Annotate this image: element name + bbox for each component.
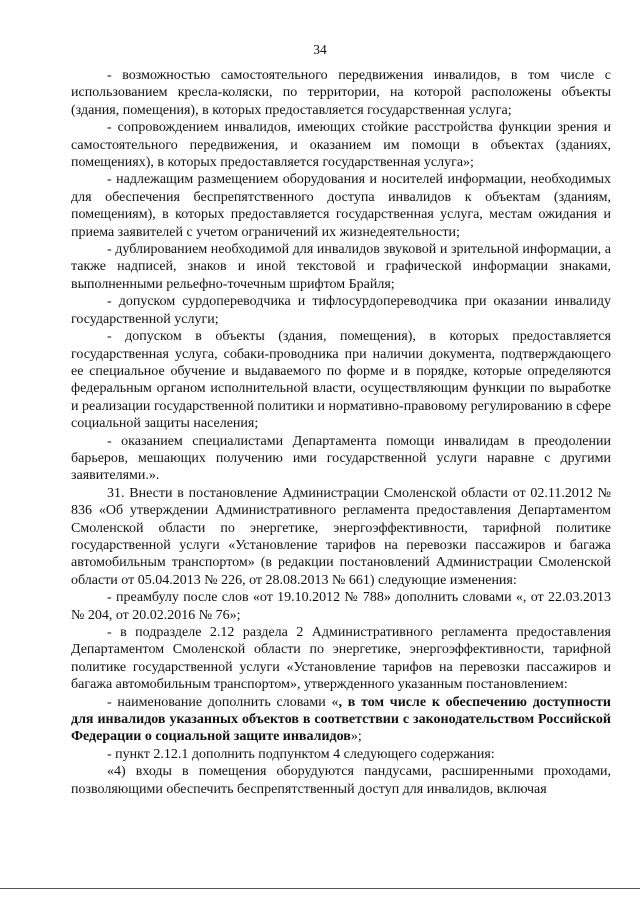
paragraph-entrances: «4) входы в помещения оборудуются пандусами, расширенными проходами, позволяющими обеспечить беспрепятственный доступ для инвалидов, включая	[71, 764, 611, 797]
paragraph-subsection-2-12: - в подразделе 2.12 раздела 2 Административного регламента предоставления Департаментом Смоленской области по энергетике, энергоэффективности, тарифной политике государственной услуги «Установление тарифов на перевозки пассажиров и багажа автомобильным транспортом», утвержденного указанным постановлением:	[71, 625, 611, 693]
document-body	[71, 67, 611, 798]
name-addition-bold: , в том числе к обеспечению доступности для инвалидов указанных объектов в соответствии с законодательством Российской Федерации о социальной защите инвалидов	[71, 694, 611, 745]
name-addition-suffix: »;	[350, 729, 362, 745]
paragraph-item-31: 31. Внести в постановление Администрации Смоленской области от 02.11.2012 № 836 «Об утверждении Административного регламента предоставления Департаментом Смоленской области по энергетике, энергоэффективности, тарифной политике государственной услуги «Установление тарифов на перевозки пассажиров и багажа автомобильным транспортом» (в редакции постановлений Администрации Смоленской области от 05.04.2013 № 226, от 28.08.2013 № 661) следующие изменения:	[71, 485, 611, 588]
name-addition-prefix: - наименование дополнить словами «	[107, 694, 339, 710]
paragraph-escort: - сопровождением инвалидов, имеющих стойкие расстройства функции зрения и самостоятельного передвижения, и оказанием им помощи в объектах (зданиях, помещениях), в которых предоставляется государственная услуга»;	[71, 120, 611, 171]
page-number: 34	[313, 42, 327, 57]
paragraph-mobility: - возможностью самостоятельного передвижения инвалидов, в том числе с использованием кресла-коляски, по территории, на которой расположены объекты (здания, помещения), в которых предоставляется государственная услуга;	[71, 68, 611, 118]
paragraph-name-addition	[71, 694, 611, 746]
paragraph-assistance: - оказанием специалистами Департамента помощи инвалидам в преодолении барьеров, мешающих получению ими государственной услуги наравне с другими заявителями.».	[71, 433, 611, 484]
paragraph-equipment: - надлежащим размещением оборудования и носителей информации, необходимых для обеспечения беспрепятственного доступа инвалидов к объектам (зданиям, помещениям), в которых предоставляется государственная услуга, местам ожидания и приема заявителей с учетом ограничений их жизнедеятельности;	[71, 172, 611, 240]
paragraph-preamble: - преамбулу после слов «от 19.10.2012 № 788» дополнить словами «, от 22.03.2013 № 204, от 20.02.2016 № 76»;	[71, 590, 611, 623]
paragraph-guide-dog: - допуском в объекты (здания, помещения), в которых предоставляется государственная услуга, собаки-проводника при наличии документа, подтверждающего ее специальное обучение и выдаваемого по форме и в порядке, которые определяются федеральным органом исполнительной власти, осуществляющим функции по выработке и реализации государственной политики и нормативно-правовому регулированию в сфере социальной защиты населения;	[71, 329, 611, 432]
bottom-rule	[0, 888, 640, 889]
paragraph-braille: - дублированием необходимой для инвалидов звуковой и зрительной информации, а также надписей, знаков и иной текстовой и графической информации знаками, выполненными рельефно-точечным шрифтом Брайля;	[71, 242, 611, 292]
paragraph-item-2-12-1: - пункт 2.12.1 дополнить подпунктом 4 следующего содержания:	[107, 746, 495, 762]
paragraph-interpreter: - допуском сурдопереводчика и тифлосурдопереводчика при оказании инвалиду государственной услуги;	[71, 294, 611, 327]
